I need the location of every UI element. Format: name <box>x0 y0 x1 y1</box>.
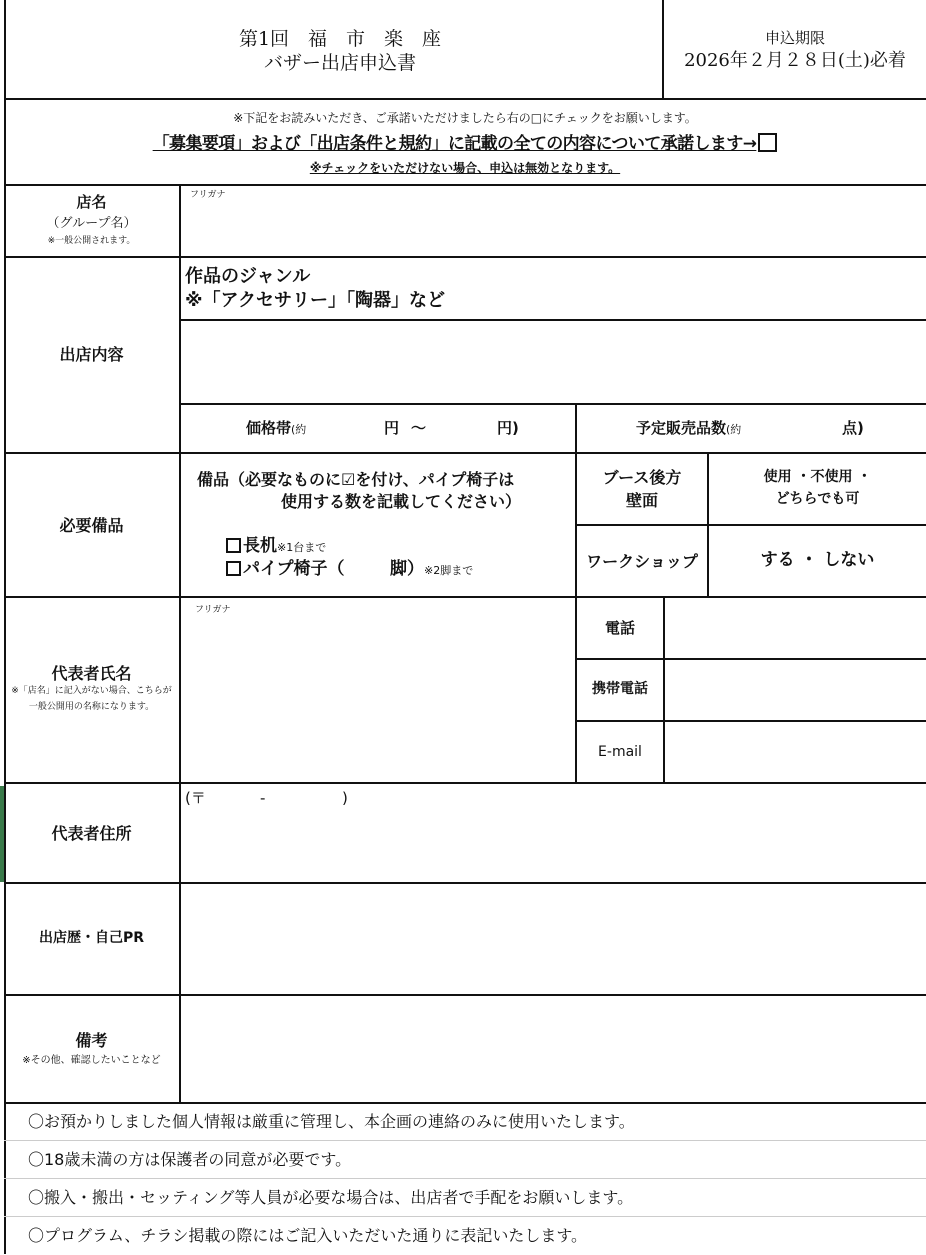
mobile-label: 携帯電話 <box>592 681 648 697</box>
chair-unit: 脚） <box>390 559 424 579</box>
vline <box>575 403 577 783</box>
items-unit: 点) <box>842 419 864 437</box>
price-min-input[interactable] <box>320 410 375 446</box>
consent-warning: ※チェックをいただけない場合、申込は無効となります。 <box>309 161 621 175</box>
form-title-line2: バザー出店申込書 <box>263 52 416 74</box>
hline <box>575 524 926 526</box>
shop-name-note: ※一般公開されます。 <box>47 236 136 246</box>
shop-name-input[interactable] <box>181 202 926 255</box>
postal-dash: - <box>260 789 266 807</box>
rep-name-input[interactable] <box>181 617 574 781</box>
remarks-note: ※その他、確認したいことなど <box>22 1055 161 1066</box>
note-item: 〇お預かりしました個人情報は厳重に管理し、本企画の連絡のみに使用いたします。 <box>28 1112 635 1131</box>
hline <box>180 403 926 405</box>
deadline-label: 申込期限 <box>764 29 825 47</box>
note-item: 〇搬入・搬出・セッティング等人員が必要な場合は、出店者で手配をお願いします。 <box>28 1188 634 1207</box>
history-label: 出店歴・自己PR <box>38 930 145 946</box>
consent-checkbox[interactable] <box>758 133 777 152</box>
genre-line1: 作品のジャンル <box>185 266 311 287</box>
rep-name-label: 代表者氏名 <box>51 664 132 683</box>
chair-note: ※2脚まで <box>424 564 474 577</box>
shop-name-sub: （グループ名） <box>46 216 137 231</box>
shop-furigana-label: フリガナ <box>190 190 226 200</box>
items-label: 予定販売品数 <box>636 419 727 437</box>
phone-label: 電話 <box>604 619 635 637</box>
items-input[interactable] <box>770 410 838 446</box>
genre-input[interactable] <box>181 321 926 403</box>
email-input[interactable] <box>665 722 926 782</box>
hline <box>4 98 926 100</box>
workshop-options[interactable]: する ・ しない <box>760 550 875 570</box>
content-label: 出店内容 <box>59 345 124 364</box>
rep-note-1: ※「店名」に記入がない場合、こちらが <box>11 686 172 696</box>
chair-option <box>226 559 345 579</box>
table-option <box>226 536 326 556</box>
rep-furigana-label: フリガナ <box>195 605 231 615</box>
hline <box>4 452 926 454</box>
table-checkbox[interactable] <box>226 538 241 553</box>
wall-options-2[interactable]: どちらでも可 <box>775 491 860 507</box>
price-label: 価格帯 <box>246 419 292 437</box>
consent-statement-row <box>4 133 926 154</box>
wall-options-1[interactable]: 使用 ・不使用 ・ <box>763 469 872 485</box>
remarks-input[interactable] <box>181 996 926 1101</box>
table-label: 長机 <box>243 536 277 556</box>
shop-name-label: 店名 <box>76 193 107 211</box>
workshop-label: ワークショップ <box>586 552 698 571</box>
wall-label-2: 壁面 <box>625 491 658 510</box>
email-label: E-mail <box>598 744 642 760</box>
items-approx: (約 <box>726 423 742 436</box>
mobile-input[interactable] <box>665 660 926 720</box>
price-tilde: ～ <box>411 419 427 437</box>
price-approx: (約 <box>291 423 307 436</box>
chair-label: パイプ椅子（ <box>243 559 345 579</box>
wall-label-1: ブース後方 <box>602 468 682 487</box>
form-title-line1: 第1回 福 市 楽 座 <box>238 28 442 50</box>
rep-note-2: 一般公開用の名称になります。 <box>28 702 155 712</box>
genre-line2: ※「アクセサリー」「陶器」など <box>185 290 445 311</box>
history-input[interactable] <box>181 884 926 993</box>
hline <box>4 184 926 186</box>
address-label: 代表者住所 <box>51 824 132 843</box>
deadline-value: 2026年２月２８日(土)必着 <box>684 50 906 71</box>
chair-checkbox[interactable] <box>226 561 241 576</box>
equipment-label: 必要備品 <box>59 516 124 535</box>
price-range-row <box>246 419 306 437</box>
equipment-desc-2: 使用する数を記載してください） <box>281 492 522 511</box>
equipment-desc-1: 備品（必要なものに☑を付け、パイプ椅子は <box>197 470 515 489</box>
chair-count-input[interactable] <box>348 558 388 582</box>
remarks-label: 備考 <box>75 1031 108 1050</box>
price-max-input[interactable] <box>432 410 492 446</box>
postal-close: ) <box>342 789 348 807</box>
table-note: ※1台まで <box>277 541 327 554</box>
price-yen-1: 円 <box>384 419 400 437</box>
postal-open: (〒 <box>185 789 206 807</box>
items-row <box>636 419 741 437</box>
consent-instruction: ※下記をお読みいただき、ご承諾いただけましたら右の□にチェックをお願いします。 <box>233 111 697 125</box>
address-input[interactable] <box>181 810 926 881</box>
price-yen-2: 円) <box>497 419 519 437</box>
phone-input[interactable] <box>665 598 926 658</box>
consent-statement: 「募集要項」および「出店条件と規約」に記載の全ての内容について承諾します→ <box>152 134 757 154</box>
chair-unit-row <box>390 559 473 579</box>
note-item: 〇プログラム、チラシ掲載の際にはご記入いただいた通りに表記いたします。 <box>28 1226 588 1245</box>
note-item: 〇18歳未満の方は保護者の同意が必要です。 <box>28 1150 352 1169</box>
hline <box>4 782 926 784</box>
hline <box>4 256 926 258</box>
